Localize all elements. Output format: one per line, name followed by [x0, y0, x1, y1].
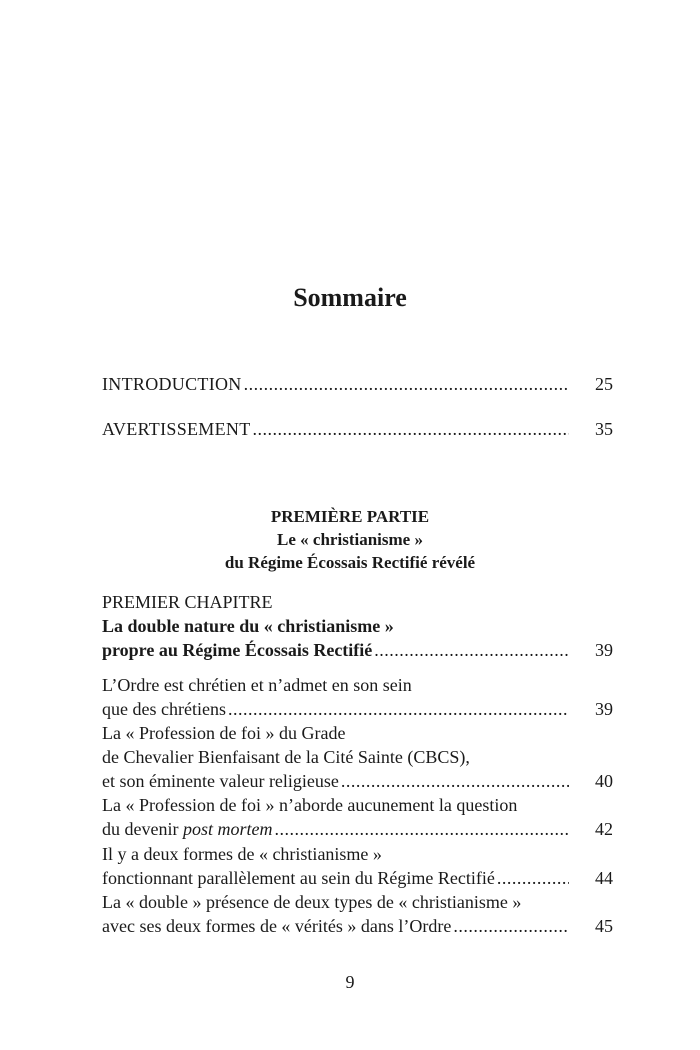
- section-line: Il y a deux formes de « christianisme »: [102, 844, 382, 864]
- toc-entry-page: 25: [595, 374, 613, 394]
- section-line: et son éminente valeur religieuse: [102, 771, 339, 791]
- section-page: 45: [595, 916, 613, 936]
- toc-section-1[interactable]: [102, 673, 613, 721]
- section-line: L’Ordre est chrétien et n’admet en son sein: [102, 675, 412, 695]
- section-page: 44: [595, 868, 613, 888]
- section-line: de Chevalier Bienfaisant de la Cité Sainte (CBCS),: [102, 747, 470, 767]
- section-line: que des chrétiens: [102, 699, 226, 719]
- toc-section-5[interactable]: [102, 890, 613, 938]
- section-line: fonctionnant parallèlement au sein du Régime Rectifié: [102, 868, 495, 888]
- part-heading: PREMIÈRE PARTIE: [270, 507, 430, 526]
- dot-leader: [453, 914, 569, 938]
- section-page: 39: [595, 699, 613, 719]
- chapter-title-line1: La double nature du « christianisme »: [102, 616, 394, 636]
- chapter-label: PREMIER CHAPITRE: [102, 592, 273, 612]
- toc-entry-label: INTRODUCTION: [102, 374, 242, 394]
- dot-leader: [497, 866, 569, 890]
- section-line-italic: post mortem: [182, 819, 273, 839]
- dot-leader: [374, 638, 569, 662]
- chapter-page: 39: [595, 640, 613, 660]
- section-page: 42: [595, 819, 613, 839]
- section-line-prefix: du devenir: [102, 819, 183, 839]
- dot-leader: [274, 817, 569, 841]
- dot-leader: [253, 417, 570, 441]
- dot-leader: [228, 697, 569, 721]
- toc-chapter[interactable]: [102, 590, 613, 662]
- toc-entry-introduction[interactable]: [102, 372, 613, 396]
- part-subtitle-line2: du Régime Écossais Rectifié révélé: [224, 553, 476, 572]
- toc-entry-avertissement[interactable]: [102, 417, 613, 441]
- toc-entry-label: AVERTISSEMENT: [102, 419, 251, 439]
- toc-entry-page: 35: [595, 419, 613, 439]
- toc-section-3[interactable]: [102, 793, 613, 841]
- section-line: La « Profession de foi » n’aborde aucunement la question: [102, 795, 518, 815]
- section-line: avec ses deux formes de « vérités » dans l’Ordre: [102, 916, 452, 936]
- section-line: La « double » présence de deux types de « christianisme »: [102, 892, 522, 912]
- section-page: 40: [595, 771, 613, 791]
- toc-section-4[interactable]: [102, 842, 613, 890]
- toc-section-2[interactable]: [102, 721, 613, 793]
- folio-page-number: 9: [345, 972, 355, 992]
- dot-leader: [244, 372, 569, 396]
- chapter-title-line2: propre au Régime Écossais Rectifié: [102, 640, 373, 660]
- dot-leader: [341, 769, 569, 793]
- part-subtitle-line1: Le « christianisme »: [277, 530, 423, 549]
- section-line: La « Profession de foi » du Grade: [102, 723, 346, 743]
- page-title: Sommaire: [293, 283, 407, 312]
